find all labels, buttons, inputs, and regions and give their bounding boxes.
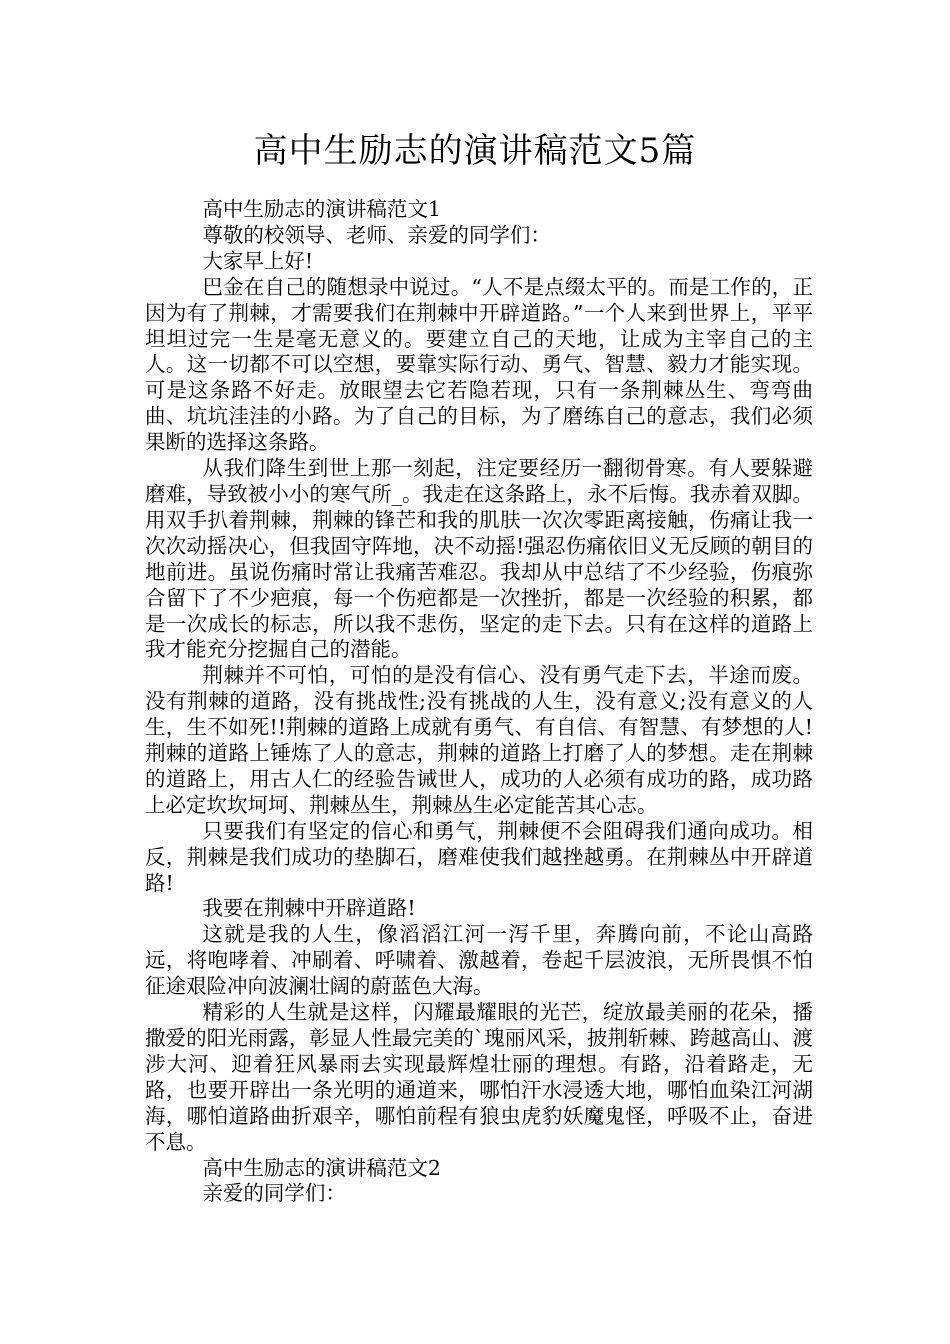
body-paragraph: 巴金在自己的随想录中说过。“人不是点缀太平的。而是工作的，正因为有了荆棘，才需要我们在荆棘中开辟道路。”一个人来到世界上，平平坦坦过完一生是毫无意义的。要建立自己的天地，让成为主宰自己的主人。这一切都不可以空想，要靠实际行动、勇气、智慧、毅力才能实现。可是这条路不好走。放眼望去它若隐若现，只有一条荆棘丛生、弯弯曲曲、坑坑洼洼的小路。为了自己的目标，为了磨练自己的意志，我们必须果断的选择这条路。	[145, 274, 813, 455]
body-paragraph: 这就是我的人生，像滔滔江河一泻千里，奔腾向前，不论山高路远，将咆哮着、冲刷着、呼啸着、激越着，卷起千层波浪，无所畏惧不怕征途艰险冲向波澜壮阔的蔚蓝色大海。	[145, 922, 813, 999]
document-title: 高中生励志的演讲稿范文5篇	[253, 131, 697, 171]
section-heading: 高中生励志的演讲稿范文2	[202, 1155, 441, 1180]
section-heading: 高中生励志的演讲稿范文1	[202, 197, 441, 221]
salutation: 亲爱的同学们：	[202, 1181, 346, 1206]
body-paragraph: 从我们降生到世上那一刻起，注定要经历一翻彻骨寒。有人要躲避磨难，导致被小小的寒气所_。我走在这条路上，永不后悔。我赤着双脚。用双手扒着荆棘，荆棘的锋芒和我的肌肤一次次零距离接触，伤痛让我一次次动摇决心，但我固守阵地，决不动摇!强忍伤痛依旧义无反顾的朝目的地前进。虽说伤痛时常让我痛苦难忍。我却从中总结了不少经验，伤痕弥合留下了不少疤痕，每一个伤疤都是一次挫折，都是一次经验的积累，都是一次成长的标志，所以我不悲伤，坚定的走下去。只有在这样的道路上我才能充分挖掘自己的潜能。	[145, 456, 813, 662]
body-paragraph: 我要在荆棘中开辟道路!	[202, 896, 416, 921]
body-paragraph: 荆棘并不可怕，可怕的是没有信心、没有勇气走下去，半途而废。没有荆棘的道路，没有挑战性;没有挑战的人生，没有意义;没有意义的人生，生不如死!!荆棘的道路上成就有勇气、有自信、有智慧、有梦想的人!荆棘的道路上锤炼了人的意志，荆棘的道路上打磨了人的梦想。走在荆棘的道路上，用古人仁的经验告诫世人，成功的人必须有成功的路，成功路上必定坎坎坷坷、荆棘丛生，荆棘丛生必定能苦其心志。	[145, 663, 813, 817]
document-body	[145, 197, 813, 1207]
salutation: 尊敬的校领导、老师、亲爱的同学们：	[202, 222, 551, 247]
greeting: 大家早上好!	[202, 248, 314, 273]
body-paragraph: 精彩的人生就是这样，闪耀最耀眼的光芒，绽放最美丽的花朵，播撒爱的阳光雨露，彰显人性最完美的`瑰丽风采，披荆斩棘、跨越高山、渡涉大河、迎着狂风暴雨去实现最辉煌壮丽的理想。有路，沿着路走，无路，也要开辟出一条光明的通道来，哪怕汗水浸透大地，哪怕血染江河湖海，哪怕道路曲折艰辛，哪怕前程有狼虫虎豹妖魔鬼怪，呼吸不止，奋进不息。	[145, 1000, 813, 1154]
body-paragraph: 只要我们有坚定的信心和勇气，荆棘便不会阻碍我们通向成功。相反，荆棘是我们成功的垫脚石，磨难使我们越挫越勇。在荆棘丛中开辟道路!	[145, 818, 813, 895]
